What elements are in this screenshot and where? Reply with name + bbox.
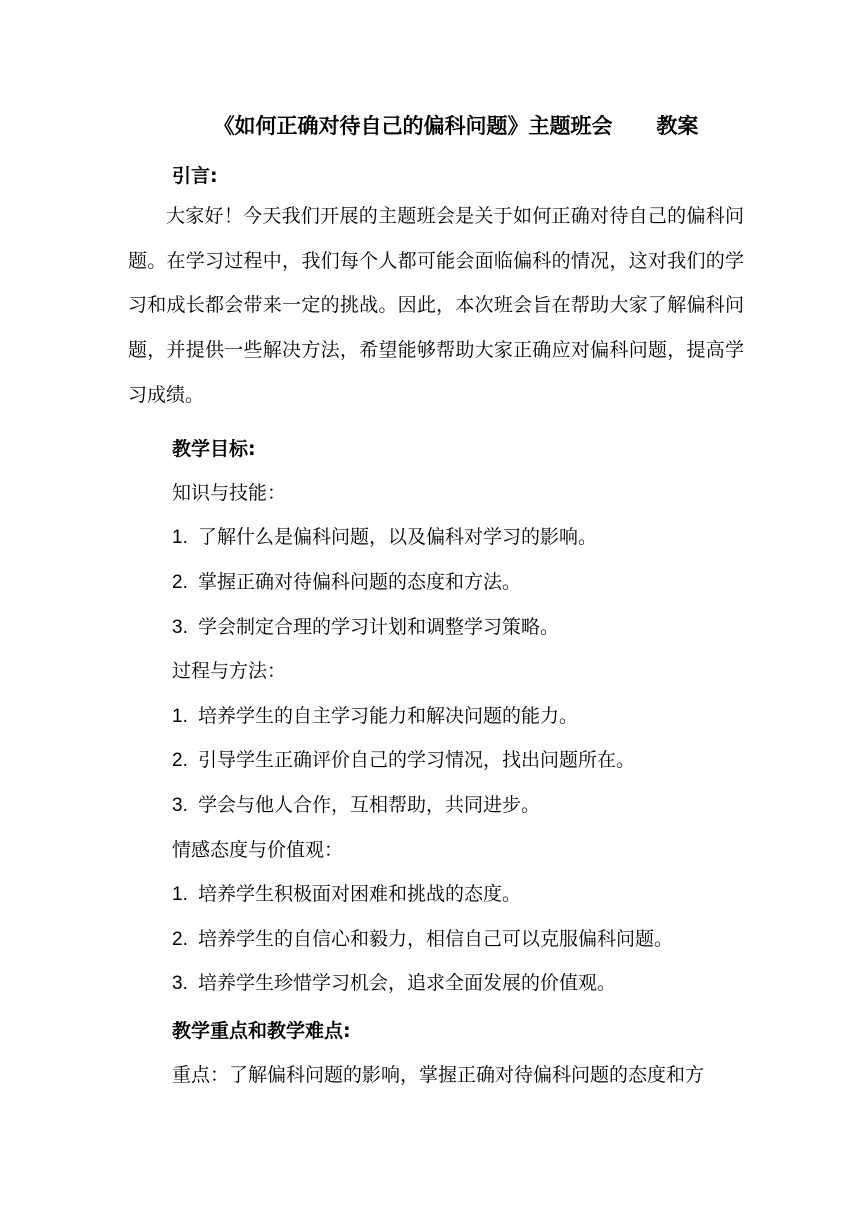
- list-item-number: 3.: [172, 795, 188, 816]
- list-item: [172, 790, 540, 817]
- document-title: 《如何正确对待自己的偏科问题》主题班会 教案: [213, 114, 699, 138]
- list-item: [172, 522, 597, 549]
- list-item-number: 2.: [172, 750, 188, 771]
- list-item-number: 2.: [172, 572, 188, 593]
- list-item: [172, 567, 521, 594]
- list-item-number: 1.: [172, 527, 188, 548]
- knowledge-label: 知识与技能：: [172, 482, 287, 504]
- list-item-number: 3.: [172, 617, 188, 638]
- list-item-number: 3.: [172, 973, 188, 994]
- intro-heading: 引言:: [172, 165, 218, 187]
- key-points-line: 重点：了解偏科问题的影响，掌握正确对待偏科问题的态度和方: [172, 1064, 705, 1086]
- list-item-number: 1.: [172, 884, 188, 905]
- list-item: [172, 924, 673, 951]
- list-item: [172, 879, 521, 906]
- list-item: [172, 612, 559, 639]
- list-item: [172, 968, 616, 995]
- list-item-text: 学会制定合理的学习计划和调整学习策略。: [198, 616, 560, 638]
- list-item-number: 1.: [172, 706, 188, 727]
- list-item: [172, 701, 578, 728]
- process-label: 过程与方法：: [172, 660, 287, 682]
- list-item-text: 了解什么是偏科问题，以及偏科对学习的影响。: [198, 526, 598, 548]
- list-item-text: 培养学生的自信心和毅力，相信自己可以克服偏科问题。: [198, 928, 674, 950]
- objectives-heading: 教学目标:: [172, 438, 256, 460]
- list-item: [172, 745, 635, 772]
- key-points-heading: 教学重点和教学难点:: [172, 1020, 351, 1042]
- list-item-text: 培养学生的自主学习能力和解决问题的能力。: [198, 705, 579, 727]
- list-item-text: 引导学生正确评价自己的学习情况，找出问题所在。: [198, 749, 636, 771]
- list-item-number: 2.: [172, 929, 188, 950]
- emotion-label: 情感态度与价值观：: [172, 839, 344, 861]
- list-item-text: 学会与他人合作，互相帮助，共同进步。: [198, 794, 541, 816]
- list-item-text: 培养学生珍惜学习机会，追求全面发展的价值观。: [198, 972, 617, 994]
- list-item-text: 掌握正确对待偏科问题的态度和方法。: [198, 571, 522, 593]
- list-item-text: 培养学生积极面对困难和挑战的态度。: [198, 883, 522, 905]
- intro-paragraph: 大家好！今天我们开展的主题班会是关于如何正确对待自己的偏科问题。在学习过程中，我们每个人都可能会面临偏科的情况，这对我们的学习和成长都会带来一定的挑战。因此，本次班会旨在帮助大家了解偏科问题，并提供一些解决方法，希望能够帮助大家正确应对偏科问题，提高学习成绩。: [128, 205, 744, 406]
